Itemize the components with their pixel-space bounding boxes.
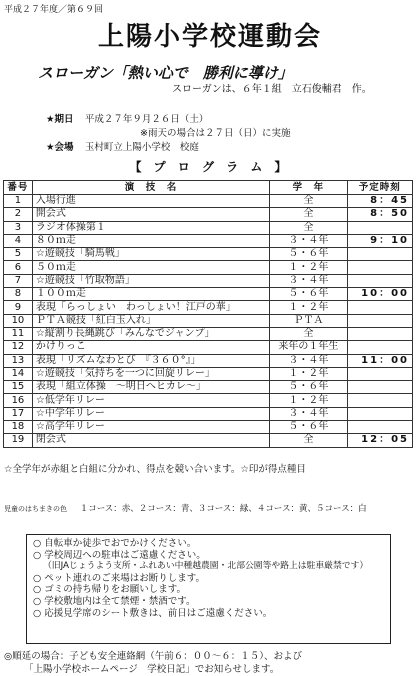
row-number: 19 — [4, 434, 33, 447]
row-grade: ３・４年 — [270, 407, 347, 420]
table-row — [4, 341, 413, 354]
row-grade: １・２年 — [270, 261, 347, 274]
row-time — [347, 221, 412, 234]
row-time: 9：10 — [347, 234, 412, 247]
table-row — [4, 261, 413, 274]
row-number: 1 — [4, 195, 33, 208]
row-time — [347, 341, 412, 354]
row-grade: １・２年 — [270, 394, 347, 407]
row-number: 7 — [4, 274, 33, 287]
date-line — [46, 111, 208, 125]
row-event: ☆遊競技「騎馬戦」 — [32, 248, 269, 261]
notice-box — [26, 534, 391, 644]
row-grade: ５・６年 — [270, 248, 347, 261]
row-grade: 全 — [270, 327, 347, 340]
page-title: 上陽小学校運動会 — [97, 22, 322, 52]
row-number: 12 — [4, 341, 33, 354]
header-time: 予定時刻 — [347, 181, 412, 195]
row-number: 9 — [4, 301, 33, 314]
row-time: 8：50 — [347, 208, 412, 221]
row-number: 14 — [4, 367, 33, 380]
row-time: 11：00 — [347, 354, 412, 367]
header-number: 番号 — [4, 181, 33, 195]
row-grade: 全 — [270, 208, 347, 221]
row-grade: ５・６年 — [270, 421, 347, 434]
row-grade: 来年の１年生 — [270, 341, 347, 354]
table-row — [4, 288, 413, 301]
table-row — [4, 394, 413, 407]
row-grade: ３・４年 — [270, 274, 347, 287]
row-grade: 全 — [270, 434, 347, 447]
row-number: 6 — [4, 261, 33, 274]
row-grade: ５・６年 — [270, 288, 347, 301]
row-number: 3 — [4, 221, 33, 234]
header-event: 演 技 名 — [32, 181, 269, 195]
notice-item: ○ ペット連れのご来場はお断りします。 — [33, 572, 206, 584]
row-time — [347, 314, 412, 327]
postpone-note-line2: 「上陽小学校ホームページ 学校日記」でお知らせします。 — [24, 664, 280, 675]
table-row — [4, 367, 413, 380]
table-row — [4, 208, 413, 221]
row-number: 16 — [4, 394, 33, 407]
program-table-body — [4, 195, 413, 448]
row-number: 10 — [4, 314, 33, 327]
row-time — [347, 421, 412, 434]
rain-note — [140, 125, 290, 139]
program-heading: 【 プ ロ グ ラ ム 】 — [129, 160, 291, 174]
venue-line — [46, 139, 199, 153]
row-event: １００ｍ走 — [32, 288, 269, 301]
row-time — [347, 407, 412, 420]
notice-list — [33, 538, 390, 619]
row-event: 表現「組立体操 ～明日へヒカレ～」 — [32, 381, 269, 394]
venue-label: ★会場 — [46, 142, 74, 153]
notice-item: ○ 学校周辺への駐車はご遠慮ください。 — [33, 549, 206, 561]
row-event: 閉会式 — [32, 434, 269, 447]
date-label: ★期日 — [46, 114, 74, 125]
notice-item: ○ 自転車か徒歩でおでかけください。 — [33, 538, 197, 549]
row-event: ５０ｍ走 — [32, 261, 269, 274]
table-row — [4, 301, 413, 314]
table-row — [4, 274, 413, 287]
row-number: 17 — [4, 407, 33, 420]
row-grade: １・２年 — [270, 367, 347, 380]
row-time: 8：45 — [347, 195, 412, 208]
table-row — [4, 248, 413, 261]
row-event: ☆低学年リレー — [32, 394, 269, 407]
row-grade: 全 — [270, 221, 347, 234]
row-event: 入場行進 — [32, 195, 269, 208]
table-row — [4, 195, 413, 208]
postpone-note-line1: ◎順延の場合：子ども安全連絡網（午前６：００～６：１５）、および — [4, 651, 303, 662]
row-event: 表現「リズムなわとび 『３６０°』」 — [32, 354, 269, 367]
table-row — [4, 421, 413, 434]
row-grade: １・２年 — [270, 301, 347, 314]
row-time: 10：00 — [347, 288, 412, 301]
header-grade: 学 年 — [270, 181, 347, 195]
row-grade: ３・４年 — [270, 354, 347, 367]
row-grade: ３・４年 — [270, 234, 347, 247]
row-event: ☆縦割り長縄跳び「みんなでジャンプ」 — [32, 327, 269, 340]
table-row — [4, 381, 413, 394]
table-row — [4, 327, 413, 340]
row-event: 表現「らっしょい わっしょい！江戸の華」 — [32, 301, 269, 314]
row-number: 13 — [4, 354, 33, 367]
venue-value: 玉村町立上陽小学校 校庭 — [84, 142, 199, 153]
rain-note-text: ※雨天の場合は２７日（日）に実施 — [140, 128, 291, 139]
slogan-author: スローガンは、６年１組 立石俊輔君 作。 — [172, 84, 372, 95]
row-event: ☆中学年リレー — [32, 407, 269, 420]
row-number: 11 — [4, 327, 33, 340]
table-header-row — [4, 181, 413, 195]
row-event: ラジオ体操第１ — [32, 221, 269, 234]
row-number: 2 — [4, 208, 33, 221]
row-event: ☆遊競技「気持ちを一つに回旋リレー」 — [32, 367, 269, 380]
course-colors — [4, 502, 367, 514]
row-number: 5 — [4, 248, 33, 261]
notice-item: ○ 学校敷地内は全て禁煙・禁酒です。 — [33, 595, 196, 607]
table-row — [4, 354, 413, 367]
row-time — [347, 274, 412, 287]
row-number: 15 — [4, 381, 33, 394]
row-time — [347, 301, 412, 314]
table-row — [4, 407, 413, 420]
notice-item: ○ ゴミの持ち帰りをお願いします。 — [33, 584, 187, 596]
row-event: ８０ｍ走 — [32, 234, 269, 247]
row-time — [347, 367, 412, 380]
row-time: 12：05 — [347, 434, 412, 447]
row-time — [347, 261, 412, 274]
scoring-note: ☆全学年が赤組と白組に分かれ、得点を競い合います。☆印が得点種目 — [4, 464, 306, 475]
notice-item: （旧JAじょうよう支所・ふれあい中種越農園・北部公園等や路上は駐車厳禁です） — [43, 561, 369, 572]
row-time — [347, 327, 412, 340]
row-number: 8 — [4, 288, 33, 301]
row-number: 4 — [4, 234, 33, 247]
slogan: スローガン「熱い心で 勝利に導け」 — [38, 64, 293, 82]
course-label: 児童のはちまきの色 — [4, 505, 67, 513]
notice-item: ○ 応援見学席のシート敷きは、前日はご遠慮ください。 — [33, 607, 273, 619]
row-event: 開会式 — [32, 208, 269, 221]
row-grade: 全 — [270, 195, 347, 208]
table-row — [4, 314, 413, 327]
row-event: ☆高学年リレー — [32, 421, 269, 434]
row-time — [347, 381, 412, 394]
edition-label: 平成２７年度／第６９回 — [4, 5, 104, 15]
row-number: 18 — [4, 421, 33, 434]
table-row — [4, 434, 413, 447]
date-value: 平成２７年９月２６日（土） — [84, 114, 209, 125]
course-text: １コース：赤、２コース：青、３コース：緑、４コース：黄、５コース：白 — [79, 504, 367, 514]
row-event: かけりっこ — [32, 341, 269, 354]
table-row — [4, 221, 413, 234]
row-event: ＰＴＡ競技「紅白玉入れ」 — [32, 314, 269, 327]
row-time — [347, 248, 412, 261]
row-grade: ５・６年 — [270, 381, 347, 394]
row-time — [347, 394, 412, 407]
row-grade: ＰＴＡ — [270, 314, 347, 327]
program-table — [3, 180, 413, 448]
table-row — [4, 234, 413, 247]
row-event: ☆遊競技「竹取物語」 — [32, 274, 269, 287]
